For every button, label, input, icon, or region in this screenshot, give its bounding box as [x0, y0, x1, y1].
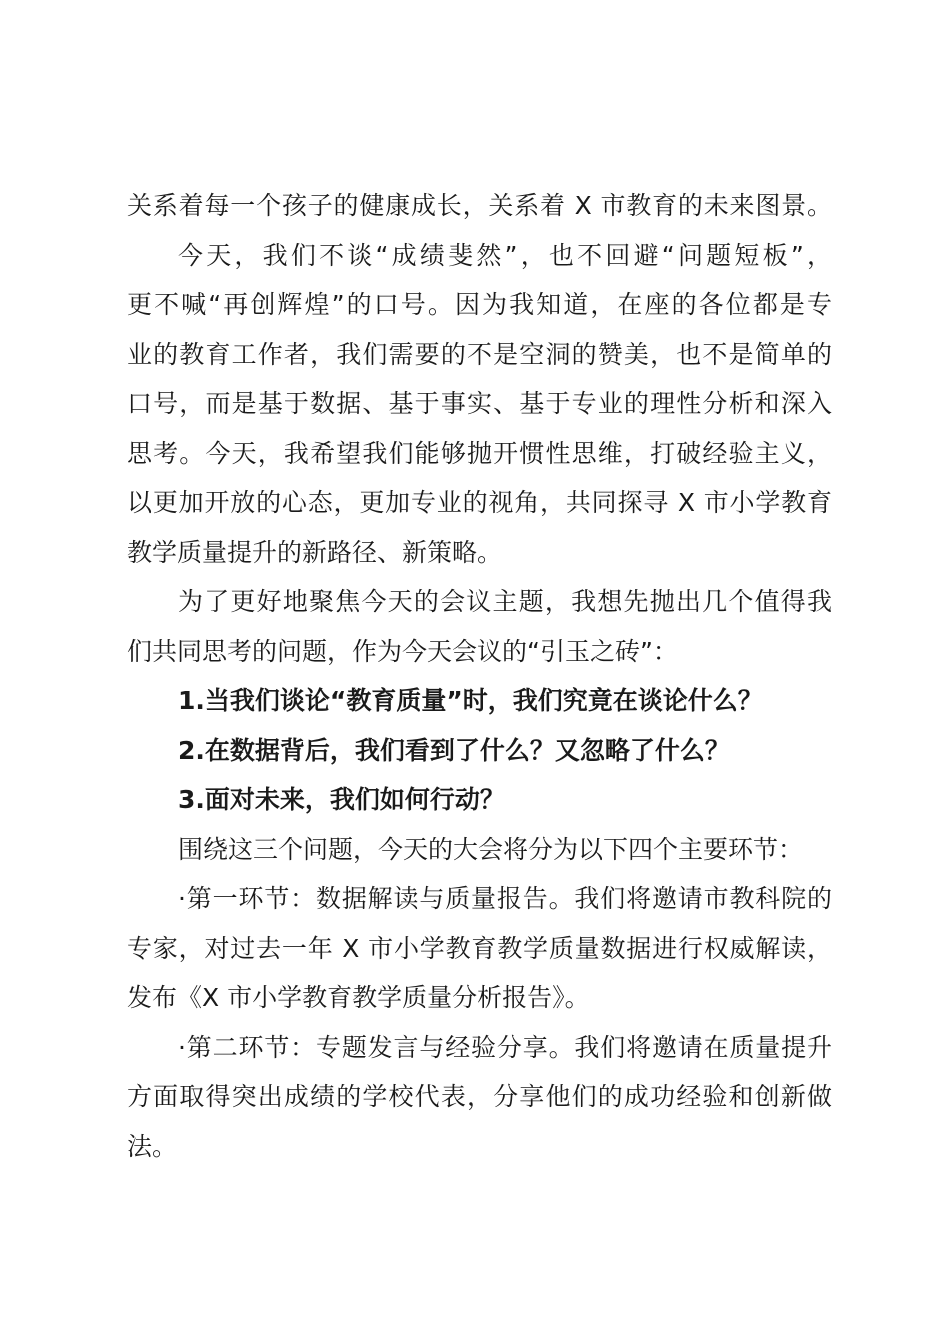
question-item: 2.在数据背后，我们看到了什么？又忽略了什么？	[178, 735, 730, 765]
paragraph-line: ·第二环节：专题发言与经验分享。我们将邀请在质量提升	[178, 1032, 832, 1062]
paragraph-line: 思考。今天，我希望我们能够抛开惯性思维，打破经验主义，	[127, 438, 832, 468]
document-body	[127, 181, 832, 1171]
paragraph-line: ·第一环节：数据解读与质量报告。我们将邀请市教科院的	[178, 884, 832, 913]
paragraph-line: 今天，我们不谈“成绩斐然”，也不回避“问题短板”，	[178, 240, 832, 270]
paragraph-line: 方面取得突出成绩的学校代表，分享他们的成功经验和创新做	[127, 1082, 832, 1111]
paragraph-line: 口号，而是基于数据、基于事实、基于专业的理性分析和深入	[127, 389, 832, 418]
paragraph-line: 以更加开放的心态，更加专业的视角，共同探寻 X 市小学教育	[127, 488, 832, 517]
paragraph-line: 发布《X 市小学教育教学质量分析报告》。	[127, 983, 590, 1012]
paragraph-line: 法。	[127, 1131, 178, 1161]
paragraph-line: 为了更好地聚焦今天的会议主题，我想先抛出几个值得我	[178, 587, 832, 616]
paragraph-line: 业的教育工作者，我们需要的不是空洞的赞美，也不是简单的	[127, 339, 832, 369]
paragraph-line: 关系着每一个孩子的健康成长，关系着 X 市教育的未来图景。	[127, 191, 832, 220]
paragraph-line: 围绕这三个问题，今天的大会将分为以下四个主要环节：	[178, 834, 804, 864]
paragraph-line: 专家，对过去一年 X 市小学教育教学质量数据进行权威解读，	[127, 933, 832, 963]
question-item: 1.当我们谈论“教育质量”时，我们究竟在谈论什么？	[178, 686, 763, 715]
paragraph-line: 更不喊“再创辉煌”的口号。因为我知道，在座的各位都是专	[127, 290, 832, 319]
paragraph-line: 们共同思考的问题，作为今天会议的“引玉之砖”：	[127, 636, 678, 666]
question-item: 3.面对未来，我们如何行动？	[178, 785, 505, 814]
paragraph-line: 教学质量提升的新路径、新策略。	[127, 537, 503, 567]
